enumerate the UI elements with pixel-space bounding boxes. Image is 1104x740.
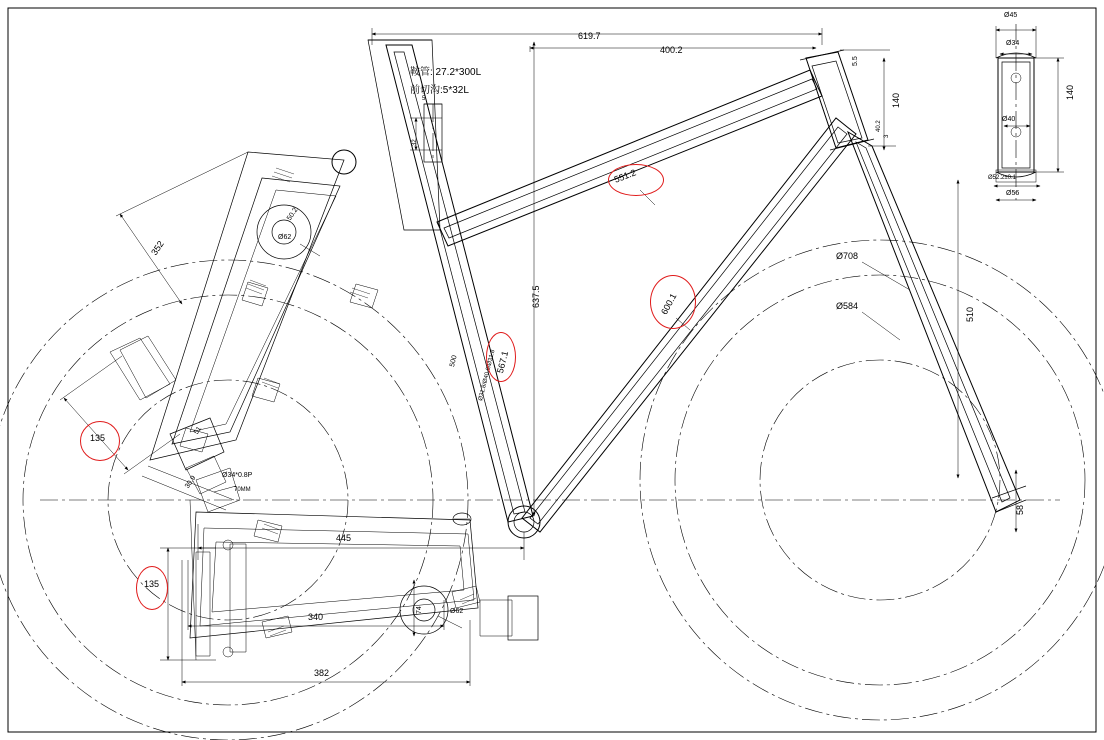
dim-detail-d52: Ø52.2±0.1 [988, 175, 1016, 181]
dim-rear-left-30: 30.9 [184, 474, 198, 490]
dim-rear-left-inner: 51 [193, 425, 204, 436]
dim-toptube-length: 551.2 [612, 167, 638, 185]
dim-fork-offset: 58 [1015, 504, 1025, 515]
dim-chainstay-hole: Ø62 [450, 608, 464, 615]
dim-rear-left-135: 135 [90, 433, 106, 443]
dim-top-inner: 400.2 [660, 45, 683, 55]
down-tube [522, 118, 859, 532]
dim-rear-left-small: 50.2 [286, 206, 300, 222]
dim-fork-length: 510 [965, 306, 975, 322]
highlight-chainstay-135 [136, 566, 168, 610]
dim-wheel-d-708: Ø708 [836, 251, 859, 261]
dim-seat-tube-spec: Ø31.8/Ø40.0/Ø31.8 [478, 349, 497, 402]
highlight-rear-left-135 [80, 421, 120, 461]
dim-note-small-32: 32 [412, 139, 418, 146]
dim-chainstay-74: 74 [416, 606, 423, 614]
dim-chainstay-382: 382 [314, 668, 330, 678]
rear-lower-assembly [190, 500, 538, 660]
dim-detail-d45: Ø45 [1004, 12, 1018, 19]
dim-detail-d40: Ø40 [1002, 116, 1016, 123]
front-fork [848, 132, 1026, 512]
dim-bb-shell-spec: Ø34*0.8P [222, 472, 253, 479]
dim-seat-tube-inner: 500 [449, 354, 459, 368]
rear-upper-assembly [110, 150, 378, 512]
head-tube-detail [994, 24, 1064, 200]
sheet-border [8, 8, 1096, 732]
dim-rear-left-352: 352 [149, 238, 166, 258]
dim-seat-tube-len: 567.1 [495, 349, 511, 375]
front-wheel [640, 240, 1104, 720]
dim-top-overall: 619.7 [578, 31, 601, 41]
highlight-downtube [650, 275, 696, 329]
dim-note-small-5: 5 [422, 96, 426, 102]
dim-chainstay-340: 340 [308, 612, 324, 622]
dim-seat-tube-vert: 637.5 [531, 285, 541, 308]
dim-head-tube-len: 140 [891, 92, 901, 108]
dim-detail-d56: Ø56 [1006, 190, 1020, 197]
seat-tube [368, 40, 533, 522]
dim-bb-shell-note: 70MM [234, 487, 251, 493]
dim-detail-d34: Ø34 [1006, 40, 1020, 47]
note-seatpost: 鞍管: 27.2*300L [410, 67, 482, 78]
note-front-slot: 前切沟:5*32L [410, 85, 469, 96]
dim-wheel-d-584: Ø584 [836, 301, 859, 311]
dim-head-small-1: 40.2 [876, 120, 882, 132]
highlight-toptube [608, 164, 664, 196]
dim-head-small-2: 3 [884, 134, 890, 138]
dim-chainstay-445: 445 [336, 533, 352, 543]
dim-rear-left-hole: Ø62 [278, 234, 292, 241]
dim-head-tube-angle: 5.5 [852, 56, 859, 66]
dim-detail-len-140: 140 [1065, 84, 1075, 100]
top-tube [437, 70, 822, 246]
highlight-seattube [486, 332, 516, 382]
dim-downtube-length: 600.1 [659, 291, 679, 317]
dimension-lines [60, 28, 1016, 686]
dim-chainstay-135: 135 [144, 579, 160, 589]
